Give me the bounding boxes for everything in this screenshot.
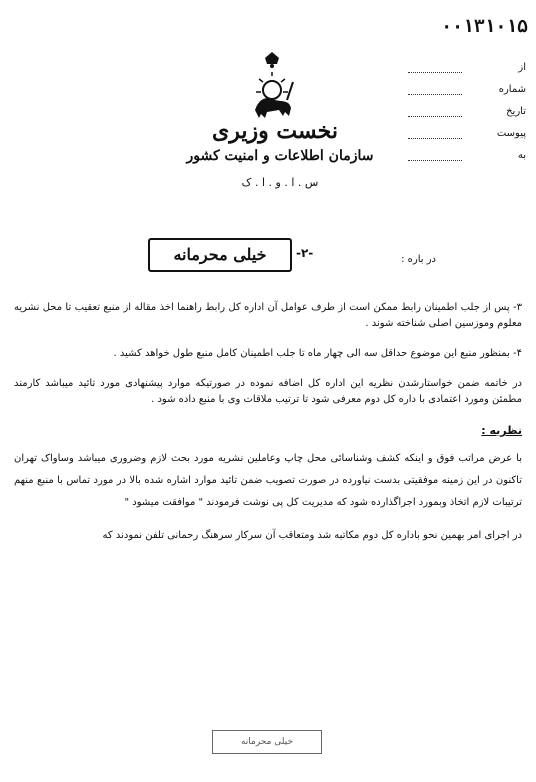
header-fields <box>408 62 526 172</box>
field-number: شماره <box>408 84 526 106</box>
execution-paragraph: در اجرای امر بهمین نحو باداره کل دوم مکاتبه شد ومتعاقب آن سرکار سرهنگ رحمانی تلفن نمودند که <box>102 529 522 541</box>
field-to: به <box>408 150 526 172</box>
field-date: تاریخ <box>408 106 526 128</box>
closing-paragraph: در خاتمه ضمن خواستارشدن نظریه این اداره کل اضافه نموده در صورتیکه موارد پیشنهادی مورد تائید میباشد کارمند مطمئن ومورد اعتمادی با داره کل دوم معرفی شود تا ترتیب ملاقات وی با منبع داده شود . <box>14 378 522 405</box>
organization-abbreviation: س . ا . و . ا . ک <box>241 176 319 189</box>
opinion-heading: نظریه : <box>481 424 522 437</box>
footer-classification-stamp: خیلی محرمانه <box>212 730 322 754</box>
lion-and-sun-emblem-icon <box>245 52 299 122</box>
paragraph-3: ۳- پس از جلب اطمینان رابط ممکن است از طرف عوامل آن اداره کل رابط راهنما اخذ مقاله از منبع تعقیب تا محل نشریه معلوم وموزسین اصلی شناخته شوند . <box>14 302 522 329</box>
organization-name: نخست وزیری <box>212 118 338 144</box>
item-number: -۲- <box>296 246 314 260</box>
organization-subtitle: سازمان اطلاعات و امنیت کشور <box>186 148 374 164</box>
letter-body <box>14 300 522 558</box>
field-attachment: پیوست <box>408 128 526 150</box>
classification-stamp: خیلی محرمانه <box>148 238 292 272</box>
subject-label: در باره : <box>401 254 436 265</box>
paragraph-4: ۴- بمنظور منبع این موضوع حداقل سه الی چهار ماه تا جلب اطمینان کامل منبع طول خواهد کشید . <box>113 348 522 359</box>
field-from: از <box>408 62 526 84</box>
document-number: ۰۰۱۳۱۰۱۵ <box>441 16 528 37</box>
opinion-paragraph: با عرض مراتب فوق و اینکه کشف وشناسائی محل چاپ وعاملین نشریه مورد بحث لازم وضروری میباشد وساواک تهران تاکنون در این زمینه موفقیتی بدست نیاورده در صورت تصویب ضمن تائید موارد اشاره شده بالا در مورد تماس با منبع منهم ترتیبات لازم اتخاذ وبمورد اجراگذارده شود که مدیریت کل پی نوشت فرمودند " موافقت میشود " <box>14 452 522 508</box>
